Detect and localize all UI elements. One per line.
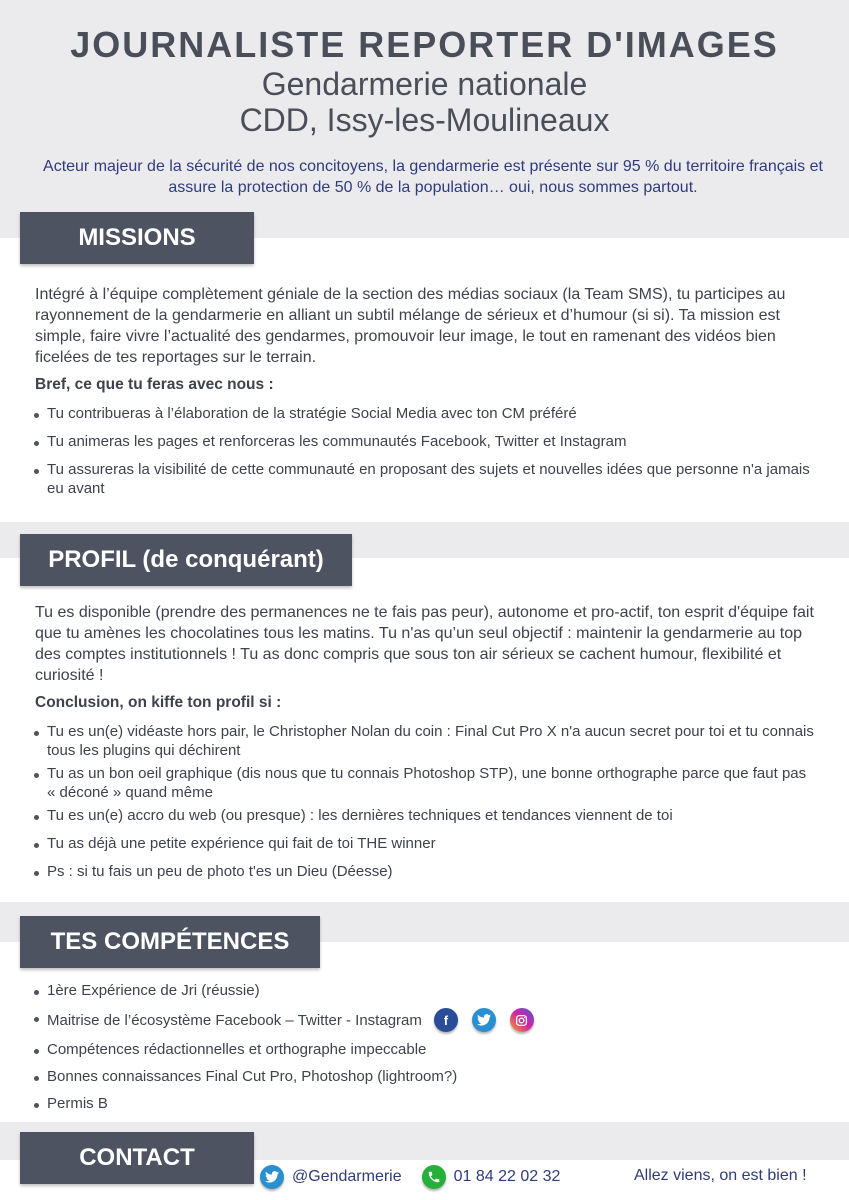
list-item: Tu assureras la visibilité de cette communauté en proposant des sujets et nouvelles idées que personne n'a jamais eu avant [34, 460, 814, 498]
twitter-contact[interactable] [260, 1165, 402, 1189]
profil-paragraph: Tu es disponible (prendre des permanences ne te fais pas peur), autonome et pro-actif, ton esprit d'équipe fait que tu amènes les chocolatines tous les matins. Tu n'as qu’un seul objectif : maintenir la gendarmerie au top des comptes institutionnels ! Tu as donc compris que sous ton air sérieux se cachent humour, flexibilité et curiosité ! [35, 604, 814, 684]
contract-location: CDD, Issy-les-Moulineaux [239, 102, 610, 138]
list-item: Tu animeras les pages et renforceras les communautés Facebook, Twitter et Instagram [34, 432, 814, 451]
whatsapp-icon [422, 1165, 446, 1189]
list-item: Tu contribueras à l’élaboration de la stratégie Social Media avec ton CM préféré [34, 404, 814, 423]
phone-contact[interactable] [422, 1165, 561, 1189]
bullet-icon [34, 871, 39, 876]
missions-list [34, 404, 814, 507]
bullet-icon [34, 843, 39, 848]
missions-lead: Bref, ce que tu feras avec nous : [35, 376, 274, 393]
bullet-icon [34, 469, 39, 474]
list-item: Tu as déjà une petite expérience qui fait de toi THE winner [34, 834, 814, 853]
twitter-icon [260, 1165, 284, 1189]
twitter-icon[interactable] [472, 1008, 496, 1032]
twitter-handle: @Gendarmerie [292, 1168, 402, 1185]
profil-lead: Conclusion, on kiffe ton profil si : [35, 694, 282, 711]
closing-text: Allez viens, on est bien ! [634, 1167, 807, 1184]
missions-heading: MISSIONS [20, 212, 254, 264]
list-item: Compétences rédactionnelles et orthographe impeccable [34, 1040, 814, 1059]
organization: Gendarmerie nationale [261, 66, 588, 102]
competences-list [34, 981, 814, 1121]
bullet-icon [34, 990, 39, 995]
list-item: Permis B [34, 1094, 814, 1113]
bullet-icon [34, 1103, 39, 1108]
profil-heading: PROFIL (de conquérant) [20, 534, 352, 586]
bullet-icon [34, 1076, 39, 1081]
bullet-icon [34, 731, 39, 736]
list-item: Bonnes connaissances Final Cut Pro, Photoshop (lightroom?) [34, 1067, 814, 1086]
bullet-icon [34, 441, 39, 446]
instagram-icon[interactable] [510, 1008, 534, 1032]
bullet-icon [34, 773, 39, 778]
contact-heading: CONTACT [20, 1132, 254, 1184]
list-item: Tu es un(e) vidéaste hors pair, le Christopher Nolan du coin : Final Cut Pro X n'a aucun secret pour toi et tu connais tous les plugins qui déchirent [34, 722, 814, 760]
bullet-icon [34, 815, 39, 820]
list-item: Tu es un(e) accro du web (ou presque) : les dernières techniques et tendances viennent de toi [34, 806, 814, 825]
facebook-icon[interactable]: f [434, 1008, 458, 1032]
list-item: Ps : si tu fais un peu de photo t'es un Dieu (Déesse) [34, 862, 814, 881]
intro-text: Acteur majeur de la sécurité de nos concitoyens, la gendarmerie est présente sur 95 % du territoire français et assure la protection de 50 % de la population… oui, nous sommes partout. [43, 158, 823, 196]
bullet-icon [34, 1017, 39, 1022]
list-item: Tu as un bon oeil graphique (dis nous que tu connais Photoshop STP), une bonne orthographe parce que faut pas « déconé » quand même [34, 764, 814, 802]
list-item: 1ère Expérience de Jri (réussie) [34, 981, 814, 1000]
contact-row [260, 1163, 580, 1191]
job-title: JOURNALISTE REPORTER D'IMAGES [70, 24, 779, 65]
bullet-icon [34, 1049, 39, 1054]
competences-heading: TES COMPÉTENCES [20, 916, 320, 968]
profil-list [34, 722, 814, 890]
missions-paragraph: Intégré à l’équipe complètement géniale de la section des médias sociaux (la Team SMS), tu participes au rayonnement de la gendarmerie en alliant un subtil mélange de sérieux et d’humour (si si). Ta mission est simple, faire vivre l’actualité des gendarmes, promouvoir leur image, le tout en ramenant des vidéos bien ficelées de tes reportages sur le terrain. [35, 286, 786, 366]
list-item: Maitrise de l’écosystème Facebook – Twitter - Instagram f [34, 1008, 814, 1032]
phone-number: 01 84 22 02 32 [453, 1168, 561, 1185]
social-icons [434, 1008, 534, 1032]
bullet-icon [34, 413, 39, 418]
